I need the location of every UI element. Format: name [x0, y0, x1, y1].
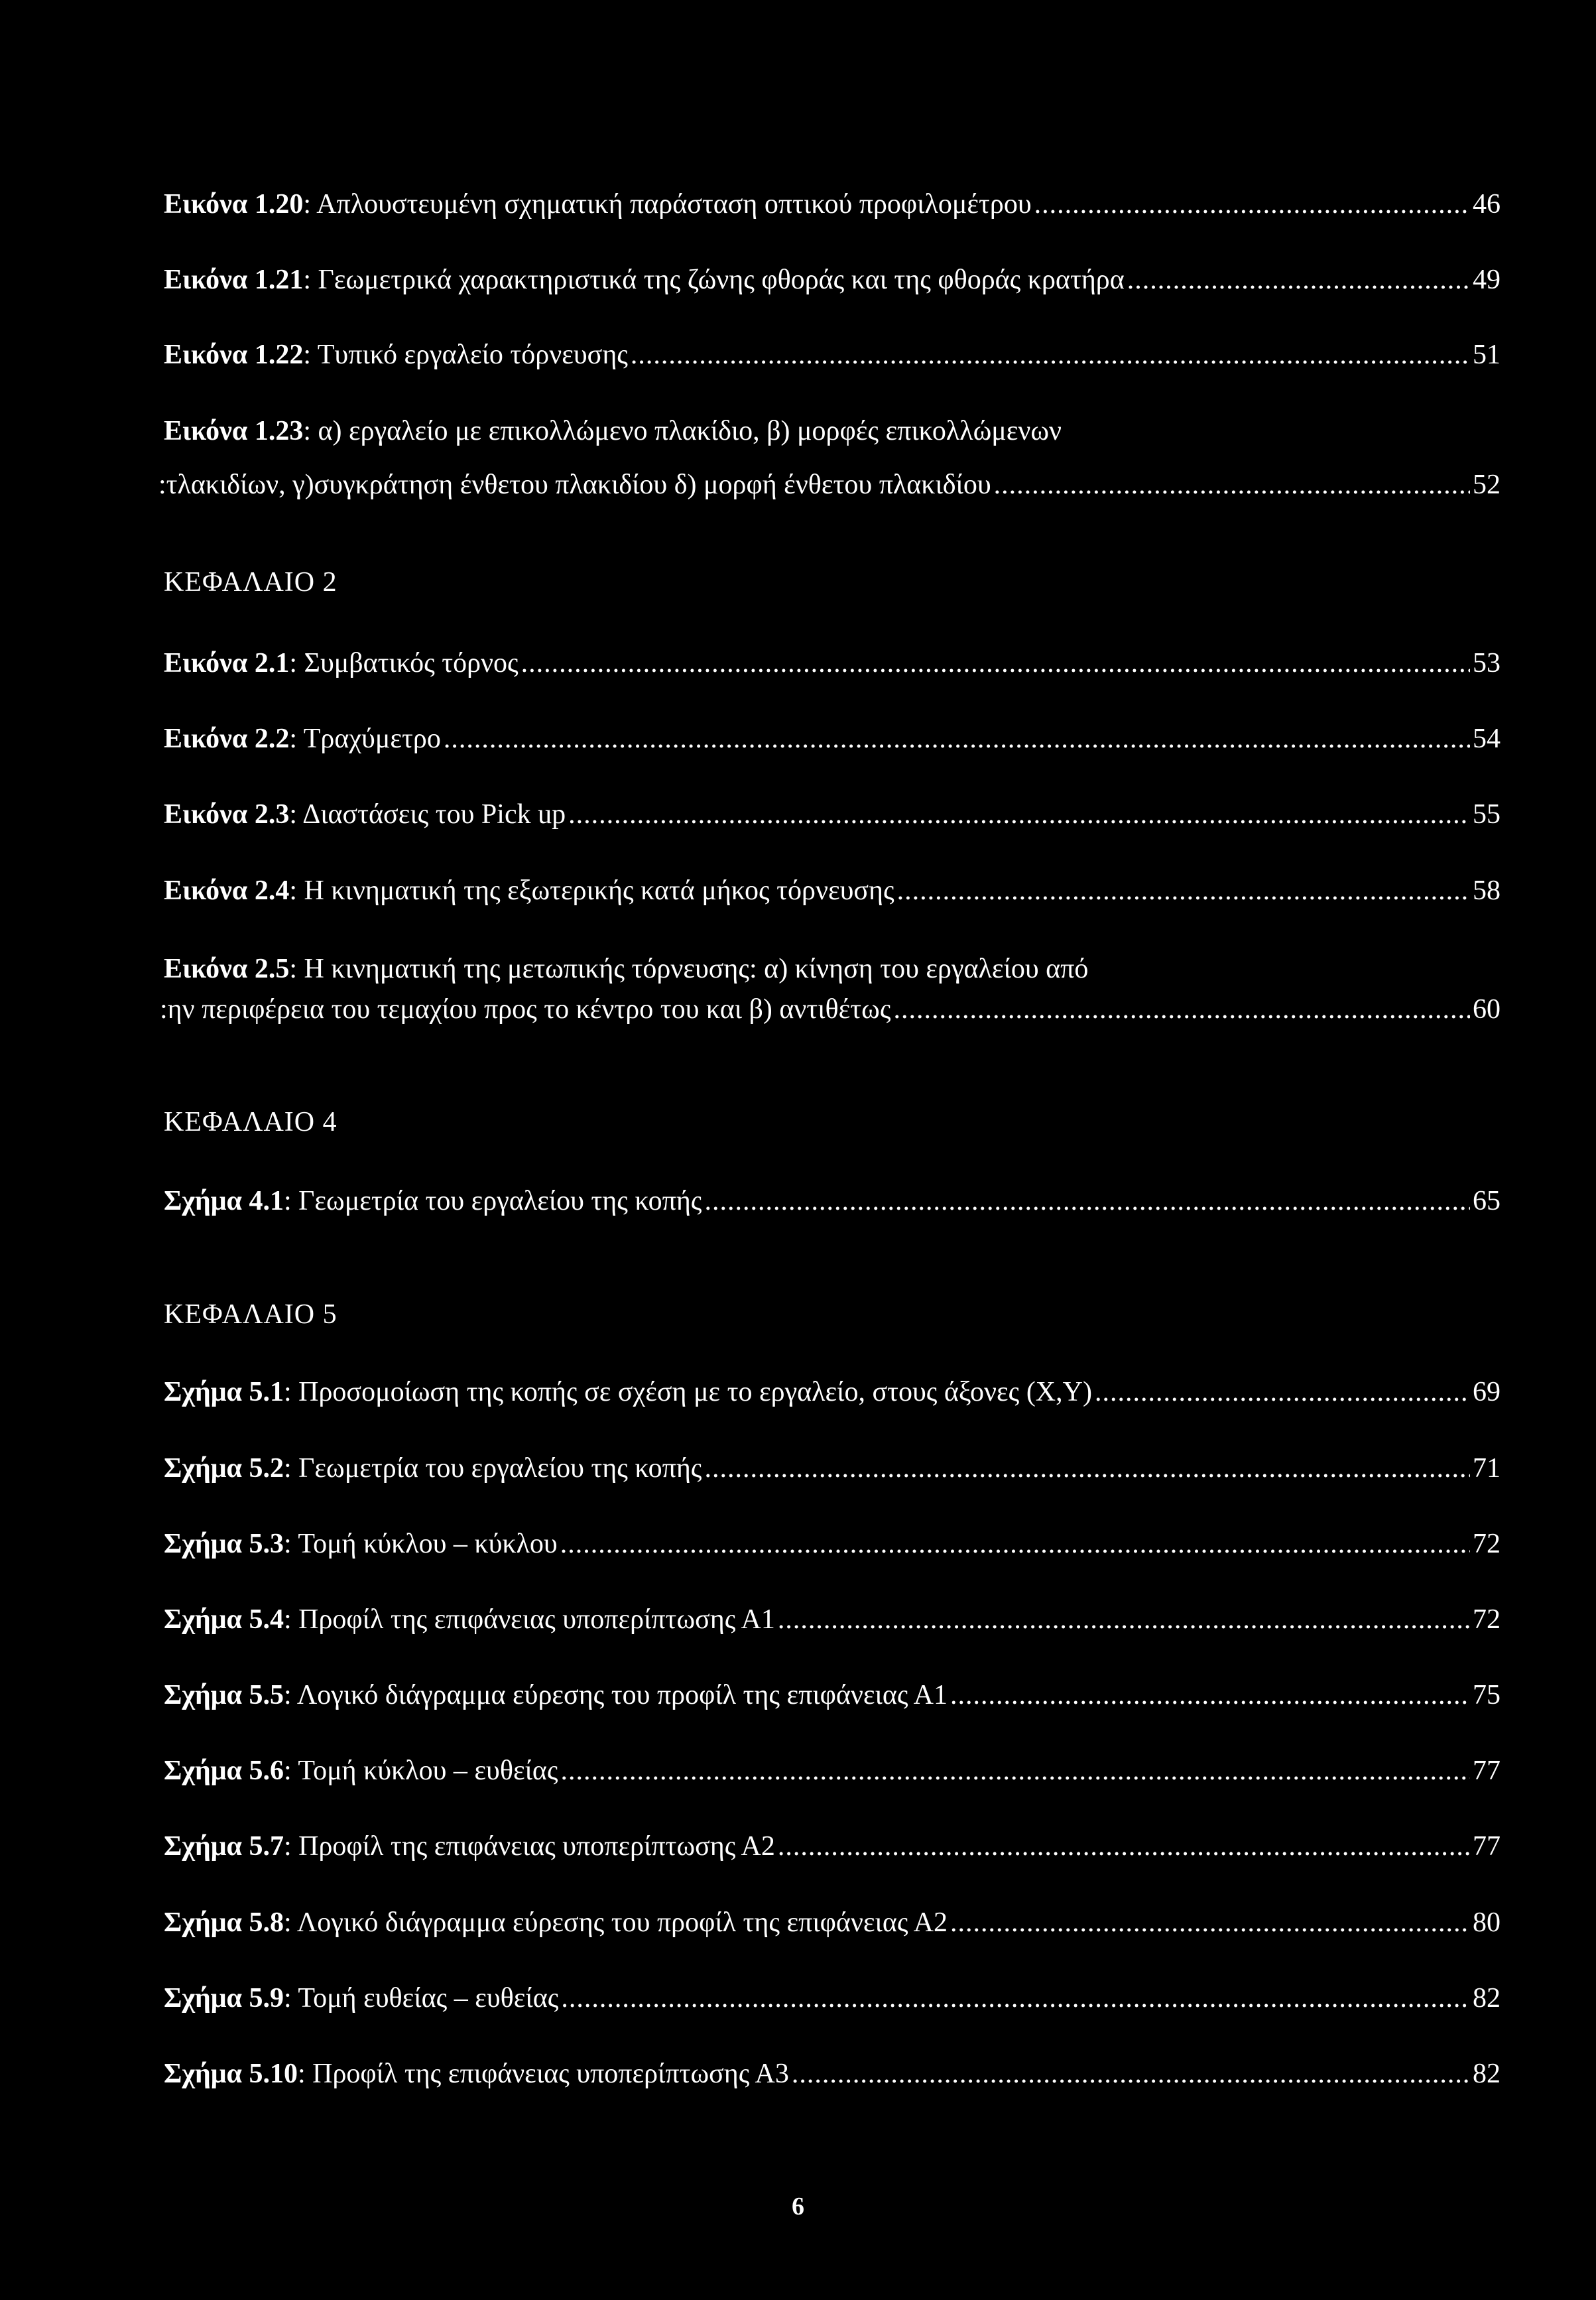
toc-entry-title: : Απλουστευμένη σχηματική παράσταση οπτικού προφιλομέτρου [303, 189, 1032, 220]
dot-leader [893, 992, 1470, 1027]
footer-page-number: 6 [792, 2193, 804, 2220]
toc-entry-label: Σχήμα 5.8 [164, 1907, 284, 1938]
toc-entry-label: Σχήμα 5.4 [164, 1604, 284, 1635]
toc-entry-title: : Προσομοίωση της κοπής σε σχέση με το εργαλείο, στους άξονες (Χ,Υ) [283, 1377, 1092, 1407]
toc-entry-page: 69 [1473, 1377, 1501, 1407]
toc-entry-title: : Η κινηματική της μετωπικής τόρνευσης: α) κίνηση του εργαλείου από [289, 954, 1089, 984]
toc-entry-page: 77 [1473, 1831, 1501, 1862]
toc-entry-page: 72 [1473, 1604, 1501, 1635]
toc-entry-page: 77 [1473, 1756, 1501, 1786]
toc-entry-page: 53 [1473, 648, 1501, 678]
dot-leader [950, 1905, 1470, 1940]
toc-entry-title: : Τραχύμετρο [289, 724, 441, 754]
toc-entry [164, 1184, 1501, 1218]
toc-entry [158, 414, 1501, 502]
toc-entry [164, 1754, 1501, 1788]
toc-entry-title-continued: :τλακιδίων, γ)συγκράτηση ένθετου πλακιδίου δ) μορφή ένθετου πλακιδίου [158, 470, 991, 500]
toc-entry-label: Εικόνα 2.1 [164, 648, 290, 678]
toc-entry-label: Σχήμα 5.3 [164, 1529, 284, 1559]
dot-leader [778, 1602, 1470, 1637]
dot-leader [1034, 187, 1470, 222]
toc-entry-title: : Λογικό διάγραμμα εύρεσης του προφίλ της επιφάνειας Α2 [283, 1907, 948, 1938]
dot-leader [950, 1678, 1470, 1712]
toc-entry-title: : Τομή κύκλου – ευθείας [283, 1756, 558, 1786]
toc-entry-label: Εικόνα 2.3 [164, 799, 290, 830]
toc-entry [164, 1678, 1501, 1712]
toc-entry-page: 52 [1473, 470, 1501, 500]
toc-entry-page: 75 [1473, 1680, 1501, 1710]
chapter-heading: ΚΕΦΑΛΑΙΟ 5 [164, 1299, 338, 1330]
dot-leader [994, 468, 1470, 502]
toc-entry [164, 263, 1501, 297]
toc-entry [164, 1602, 1501, 1637]
dot-leader [704, 1451, 1470, 1486]
toc-entry-page: 71 [1473, 1453, 1501, 1484]
toc-entry-label: Εικόνα 1.23 [164, 416, 304, 446]
toc-entry-page: 55 [1473, 799, 1501, 830]
toc-entry-label: Εικόνα 1.21 [164, 265, 304, 295]
toc-entry-title: : Τομή ευθείας – ευθείας [283, 1983, 559, 2013]
dot-leader [521, 646, 1470, 680]
toc-entry [160, 952, 1501, 1027]
toc-entry [164, 797, 1501, 832]
toc-entry-title: : Προφίλ της επιφάνειας υποπερίπτωσης Α2 [283, 1831, 775, 1862]
toc-entry-label: Σχήμα 5.2 [164, 1453, 284, 1484]
dot-leader [561, 1754, 1470, 1788]
toc-entry-page: 51 [1473, 340, 1501, 370]
toc-entry-label: Εικόνα 2.5 [164, 954, 290, 984]
toc-entry-title: : Λογικό διάγραμμα εύρεσης του προφίλ της επιφάνειας Α1 [283, 1680, 948, 1710]
toc-entry-title: : Διαστάσεις του Pick up [289, 799, 566, 830]
toc-entry [164, 1451, 1501, 1486]
toc-entry-page: 49 [1473, 265, 1501, 295]
dot-leader [560, 1527, 1470, 1561]
toc-entry-title: : Γεωμετρία του εργαλείου της κοπής [283, 1453, 702, 1484]
toc-entry-title: : Τομή κύκλου – κύκλου [283, 1529, 558, 1559]
dot-leader [792, 2057, 1470, 2091]
toc-entry-label: Εικόνα 2.4 [164, 875, 290, 906]
toc-entry [164, 2057, 1501, 2091]
toc-entry [164, 1375, 1501, 1409]
dot-leader [897, 873, 1470, 908]
toc-entry-page: 80 [1473, 1907, 1501, 1938]
toc-entry-page: 60 [1473, 994, 1501, 1025]
toc-entry [164, 1981, 1501, 2015]
toc-entry-title: : Τυπικό εργαλείο τόρνευσης [303, 340, 628, 370]
toc-entry [164, 873, 1501, 908]
toc-entry-page: 58 [1473, 875, 1501, 906]
toc-entry-label: Σχήμα 5.1 [164, 1377, 284, 1407]
toc-entry-page: 54 [1473, 724, 1501, 754]
toc-entry-title: : Γεωμετρία του εργαλείου της κοπής [283, 1186, 702, 1216]
toc-entry-label: Εικόνα 1.20 [164, 189, 304, 220]
dot-leader [778, 1829, 1470, 1864]
dot-leader [704, 1184, 1470, 1218]
dot-leader [561, 1981, 1470, 2015]
toc-entry-label: Σχήμα 4.1 [164, 1186, 284, 1216]
chapter-heading: ΚΕΦΑΛΑΙΟ 4 [164, 1107, 338, 1137]
toc-entry-page: 82 [1473, 1983, 1501, 2013]
toc-entry-title-continued: :ην περιφέρεια του τεμαχίου προς το κέντρο του και β) αντιθέτως [160, 994, 891, 1025]
toc-entry-title: : Γεωμετρικά χαρακτηριστικά της ζώνης φθοράς και της φθοράς κρατήρα [303, 265, 1125, 295]
chapter-heading: ΚΕΦΑΛΑΙΟ 2 [164, 567, 338, 598]
toc-entry-title: : α) εργαλείο με επικολλώμενο πλακίδιο, β) μορφές επικολλώμενων [303, 416, 1062, 446]
toc-entry [164, 1829, 1501, 1864]
toc-entry-label: Σχήμα 5.9 [164, 1983, 284, 2013]
toc-entry [164, 646, 1501, 680]
toc-entry-title: : Συμβατικός τόρνος [289, 648, 519, 678]
toc-entry [164, 1527, 1501, 1561]
dot-leader [444, 722, 1470, 756]
toc-entry-page: 72 [1473, 1529, 1501, 1559]
dot-leader [1095, 1375, 1470, 1409]
toc-entry [164, 722, 1501, 756]
toc-entry-title: : Προφίλ της επιφάνειας υποπερίπτωσης Α1 [283, 1604, 775, 1635]
toc-entry-label: Εικόνα 1.22 [164, 340, 304, 370]
toc-entry-label: Σχήμα 5.7 [164, 1831, 284, 1862]
toc-entry [164, 187, 1501, 222]
toc-entry-title: : Προφίλ της επιφάνειας υποπερίπτωσης Α3 [297, 2059, 789, 2089]
toc-entry-label: Σχήμα 5.6 [164, 1756, 284, 1786]
toc-entry [164, 1905, 1501, 1940]
toc-entry-title: : Η κινηματική της εξωτερικής κατά μήκος τόρνευσης [289, 875, 894, 906]
dot-leader [568, 797, 1470, 832]
toc-entry-label: Εικόνα 2.2 [164, 724, 290, 754]
toc-entry-label: Σχήμα 5.5 [164, 1680, 284, 1710]
toc-entry-label: Σχήμα 5.10 [164, 2059, 298, 2089]
toc-entry-page: 65 [1473, 1186, 1501, 1216]
toc-entry [164, 338, 1501, 372]
toc-entry-page: 46 [1473, 189, 1501, 220]
dot-leader [1127, 263, 1470, 297]
dot-leader [631, 338, 1470, 372]
toc-entry-page: 82 [1473, 2059, 1501, 2089]
